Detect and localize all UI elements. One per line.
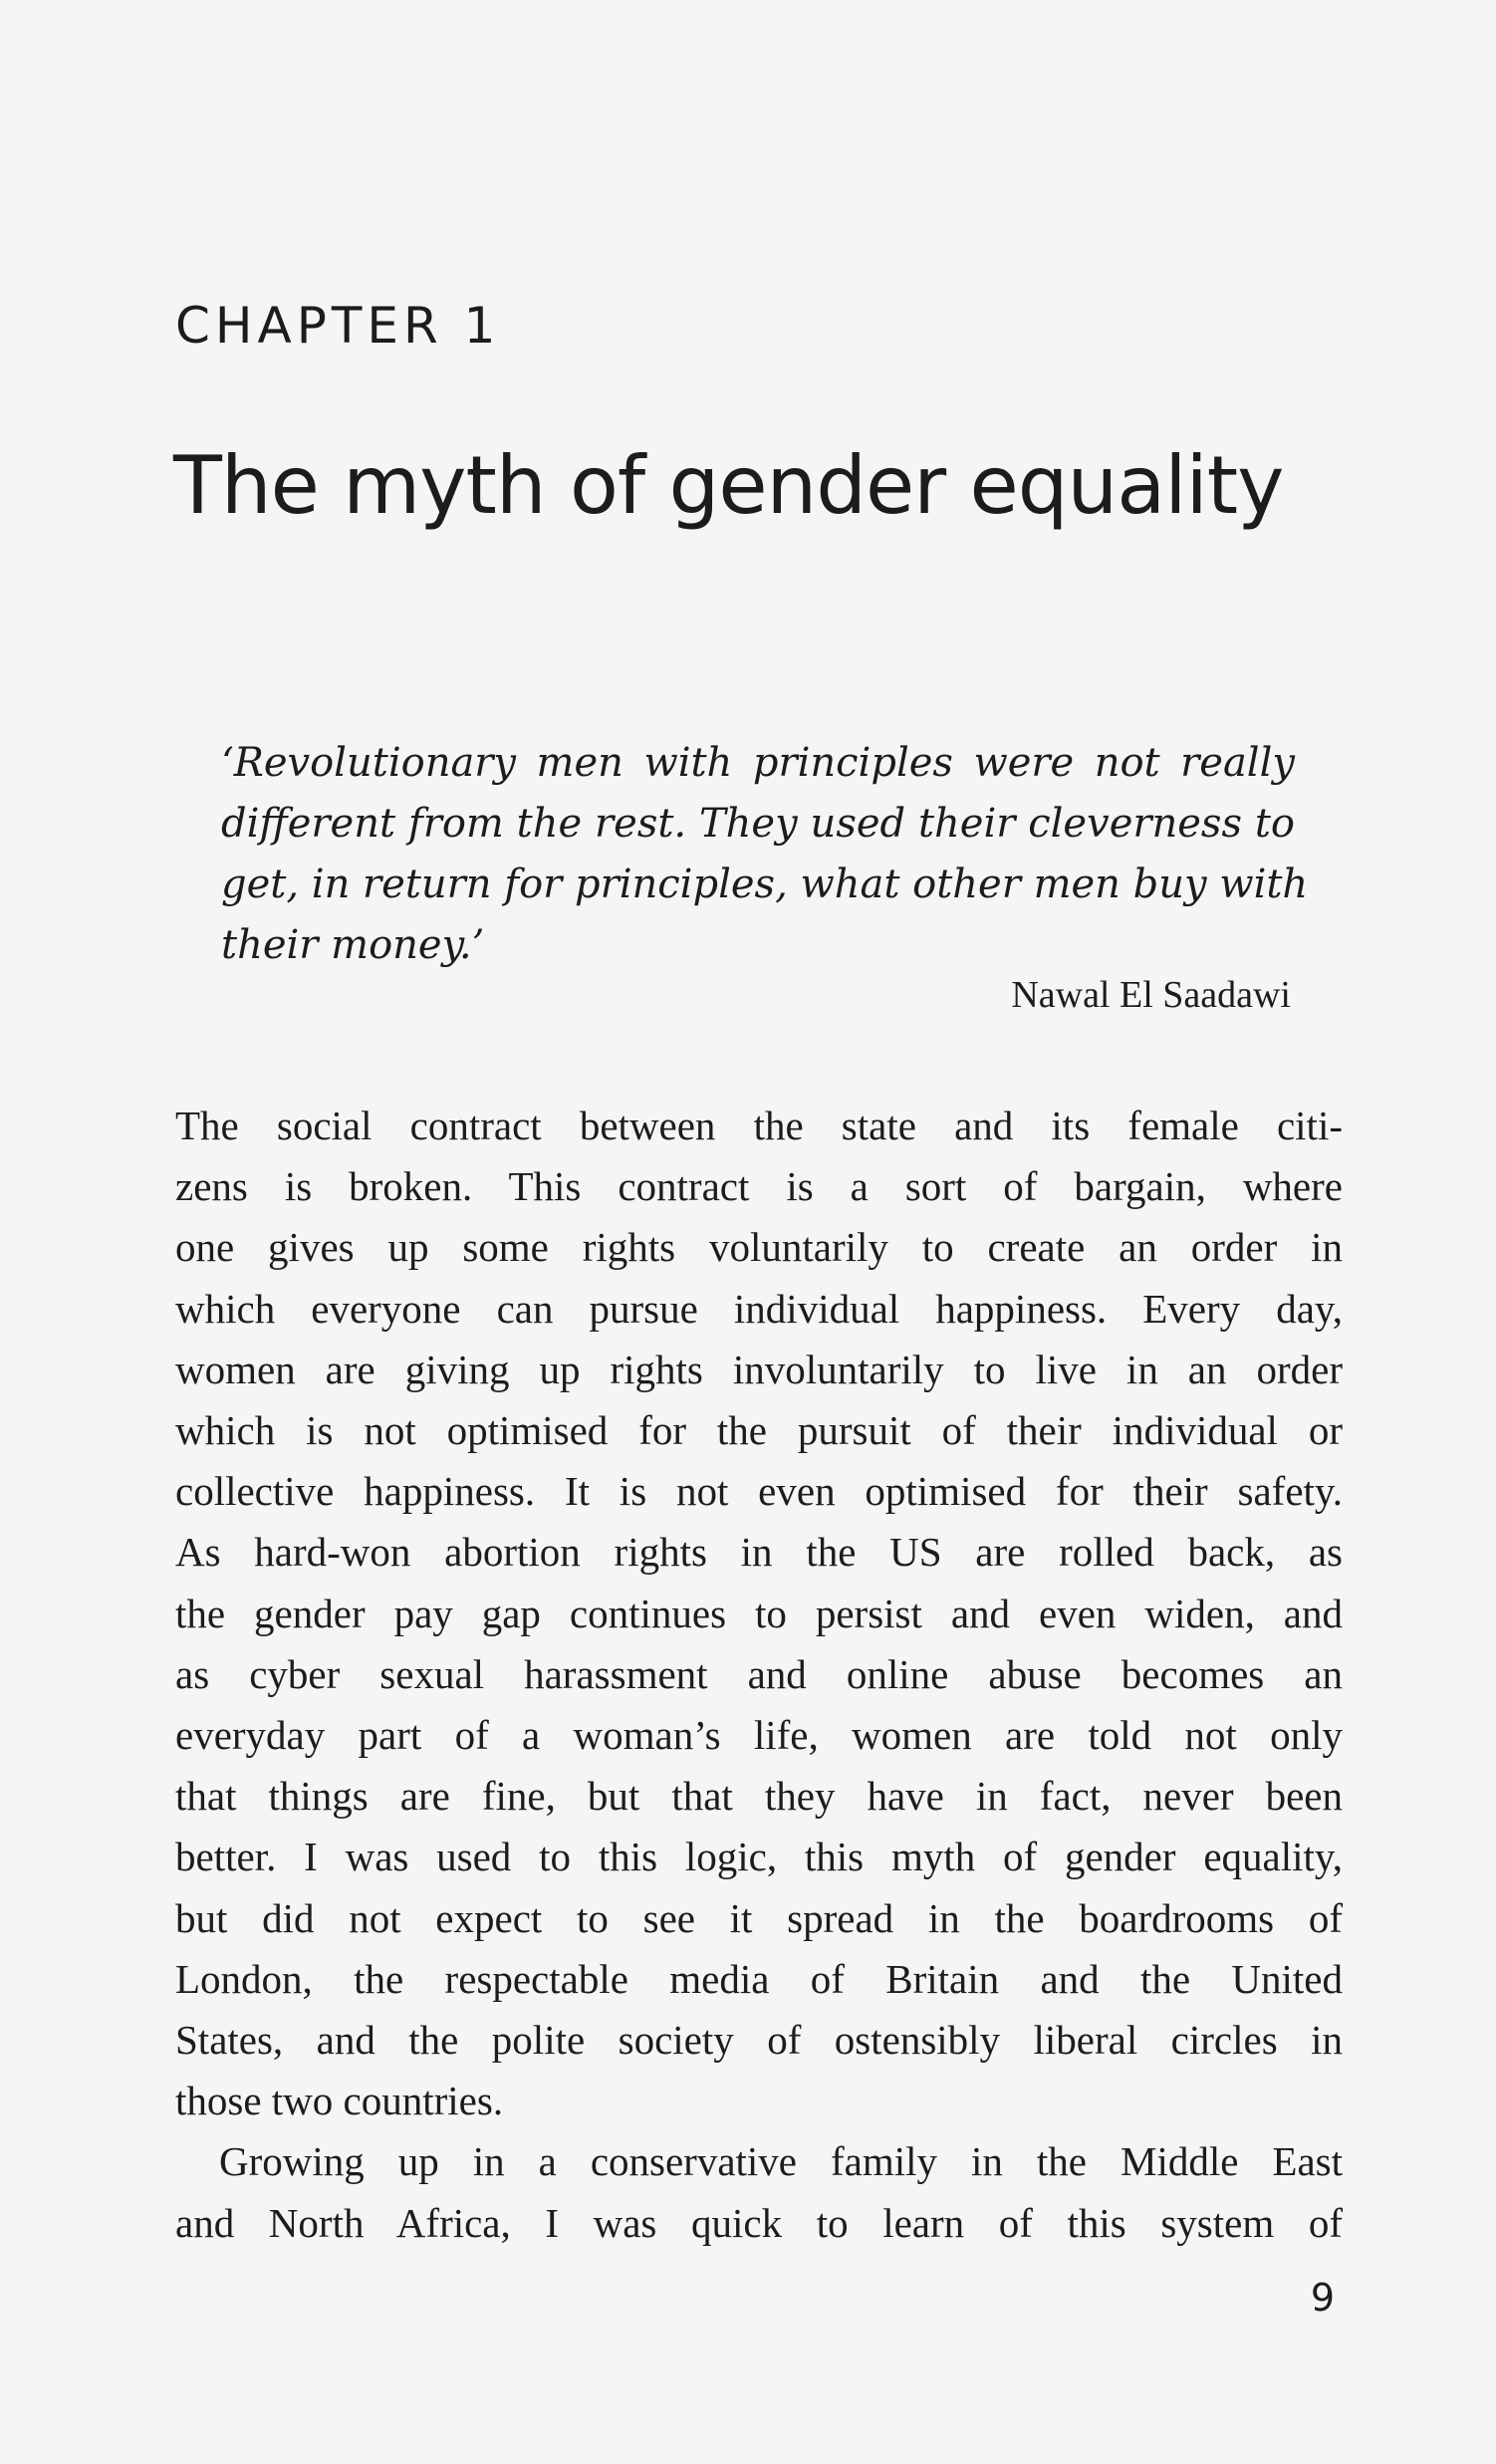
text-line: better. I was used to this logic, this myth of gender equality, (175, 1834, 1343, 1880)
text-line: which everyone can pursue individual happiness. Every day, (175, 1285, 1343, 1332)
epigraph-line: their money.’ (221, 922, 485, 968)
text-line: one gives up some rights voluntarily to create an order in (175, 1224, 1343, 1271)
text-line: Growing up in a conservative family in the Middle East (219, 2138, 1343, 2185)
text-line: everyday part of a woman’s life, women are told not only (175, 1712, 1343, 1759)
text-line: which is not optimised for the pursuit of their individual or (175, 1407, 1343, 1454)
epigraph-author: Nawal El Saadawi (1011, 974, 1291, 1016)
chapter-label: CHAPTER 1 (175, 297, 501, 355)
text-line: States, and the polite society of ostensibly liberal circles in (175, 2017, 1343, 2064)
epigraph-line: different from the rest. They used their cleverness to (221, 801, 1295, 847)
epigraph-line: get, in return for principles, what other men buy with (221, 862, 1309, 907)
text-line: As hard-won abortion rights in the US are rolled back, as (175, 1529, 1343, 1576)
text-line: as cyber sexual harassment and online abuse becomes an (175, 1650, 1343, 1697)
page-number: 9 (1310, 2276, 1335, 2320)
text-line: The social contract between the state and its female citi- (175, 1103, 1343, 1148)
text-line: women are giving up rights involuntarily to live in an order (175, 1346, 1343, 1392)
text-line: and North Africa, I was quick to learn of this system of (175, 2199, 1343, 2246)
text-line: London, the respectable media of Britain and the United (175, 1955, 1343, 2002)
text-line: but did not expect to see it spread in the boardrooms of (175, 1894, 1343, 1941)
epigraph-line: ‘Revolutionary men with principles were not really (221, 740, 1295, 786)
text-line: the gender pay gap continues to persist and even widen, and (175, 1590, 1343, 1636)
text-line: those two countries. (175, 2078, 504, 2124)
body-text (175, 1096, 1343, 2254)
text-line: that things are fine, but that they have in fact, never been (175, 1773, 1343, 1820)
epigraph-quote (221, 733, 1309, 976)
text-line: collective happiness. It is not even optimised for their safety. (175, 1468, 1343, 1515)
text-line: zens is broken. This contract is a sort of bargain, where (175, 1163, 1343, 1210)
chapter-title: The myth of gender equality (173, 439, 1284, 532)
